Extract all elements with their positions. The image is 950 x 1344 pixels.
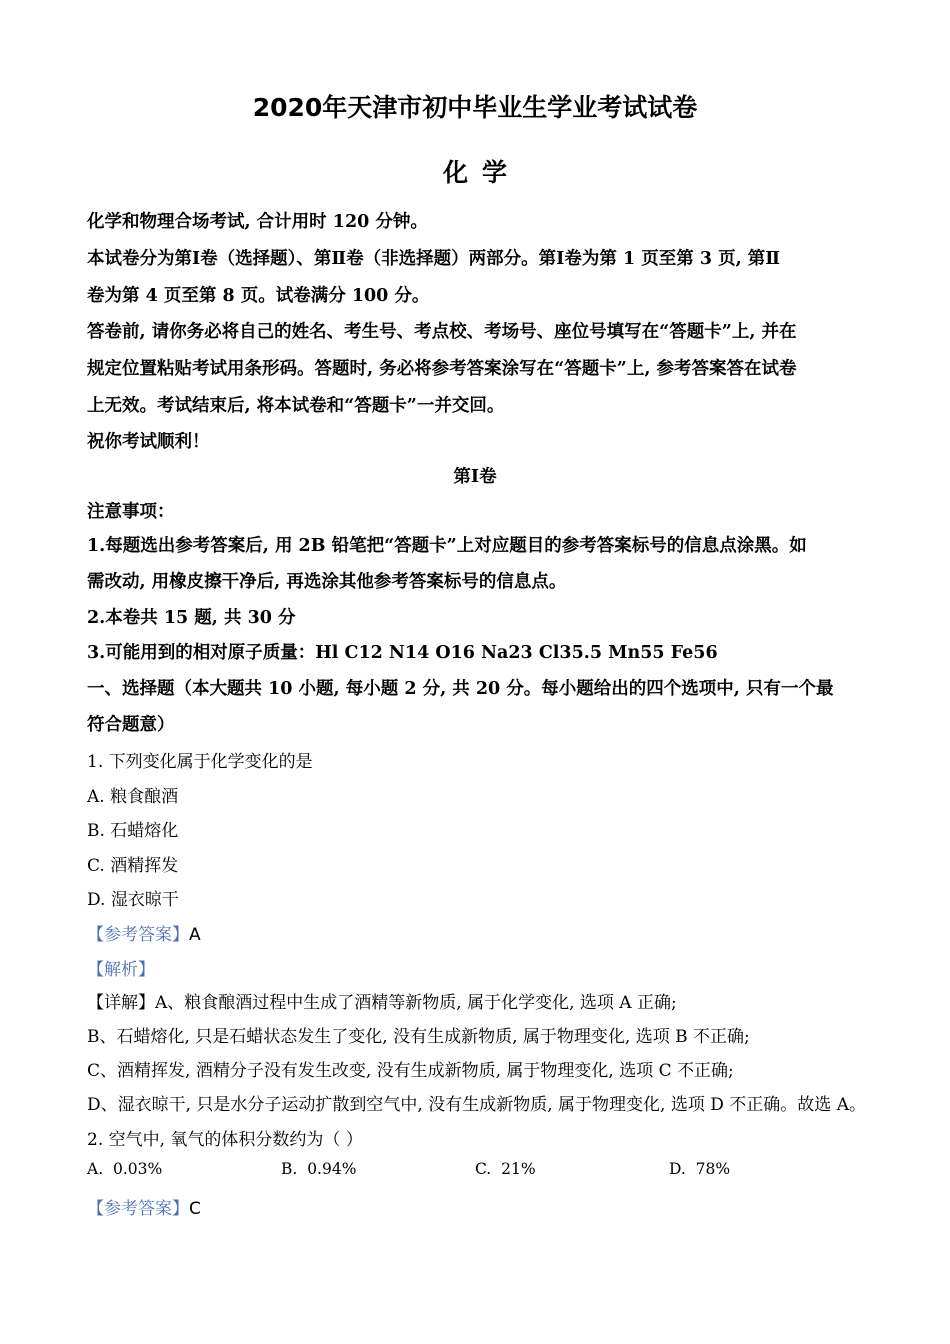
option-letter: C.	[475, 1160, 492, 1178]
q1-detail	[87, 988, 870, 1013]
answer-value: C	[189, 1199, 201, 1219]
answer-value: A	[189, 925, 201, 945]
q1-answer	[87, 920, 870, 945]
option-value: 21%	[501, 1160, 536, 1178]
q2-option-c	[475, 1160, 536, 1178]
option-value: 0.03%	[112, 1160, 163, 1178]
intro-line: 本试卷分为第Ⅰ卷（选择题）、第Ⅱ卷（非选择题）两部分。第Ⅰ卷为第 1 页至第 3 页, 第Ⅱ	[87, 249, 781, 269]
section-heading: 符合题意）	[87, 715, 175, 735]
q1-stem: 1. 下列变化属于化学变化的是	[87, 752, 313, 772]
q1-option: B. 石蜡熔化	[87, 821, 179, 841]
q1-detail: C、酒精挥发, 酒精分子没有发生改变, 没有生成新物质, 属于物理变化, 选项 C 不正确;	[87, 1061, 734, 1081]
intro-line: 祝你考试顺利！	[87, 432, 210, 452]
subject-title: 化学	[442, 158, 521, 187]
intro-line: 规定位置粘贴考试用条形码。答题时, 务必将参考答案涂写在“答题卡”上, 参考答案答在试卷	[87, 359, 797, 379]
notes-item: 2.本卷共 15 题, 共 30 分	[87, 608, 296, 628]
q1-detail: D、湿衣晾干, 只是水分子运动扩散到空气中, 没有生成新物质, 属于物理变化, 选项 D 不正确。故选 A。	[87, 1095, 866, 1115]
q2-answer	[87, 1194, 870, 1219]
notes-item: 1.每题选出参考答案后, 用 2B 铅笔把“答题卡”上对应题目的参考答案标号的信息点涂黑。如	[87, 536, 807, 556]
page-title: 2020年天津市初中毕业生学业考试试卷	[252, 93, 698, 122]
q2-option-b	[281, 1160, 356, 1178]
section-heading: 一、选择题（本大题共 10 小题, 每小题 2 分, 共 20 分。每小题给出的四个选项中, 只有一个最	[87, 679, 834, 699]
detail-text: A、粮食酿酒过程中生成了酒精等新物质, 属于化学变化, 选项 A 正确;	[155, 993, 677, 1013]
notes-heading: 注意事项：	[87, 502, 175, 522]
answer-label: 【参考答案】	[87, 925, 189, 945]
option-letter: B.	[281, 1160, 298, 1178]
analysis-label: 【解析】	[87, 960, 155, 980]
option-value: 0.94%	[307, 1160, 357, 1178]
notes-item: 3.可能用到的相对原子质量：Hl C12 N14 O16 Na23 Cl35.5 Mn55 Fe56	[87, 643, 718, 663]
q1-option: A. 粮食酿酒	[87, 787, 179, 807]
volume-title: 第Ⅰ卷	[453, 467, 497, 487]
q2-stem: 2. 空气中, 氧气的体积分数约为（ ）	[87, 1130, 363, 1150]
q1-option: D. 湿衣晾干	[87, 890, 179, 910]
q2-option-a	[87, 1160, 162, 1178]
intro-line: 上无效。考试结束后, 将本试卷和“答题卡”一并交回。	[87, 396, 505, 416]
option-value: 78%	[695, 1160, 731, 1178]
intro-line: 卷为第 4 页至第 8 页。试卷满分 100 分。	[87, 286, 430, 306]
q1-detail: B、石蜡熔化, 只是石蜡状态发生了变化, 没有生成新物质, 属于物理变化, 选项 B 不正确;	[87, 1027, 750, 1047]
detail-label: 【详解】	[87, 993, 155, 1013]
option-letter: A.	[87, 1160, 104, 1178]
intro-line: 答卷前, 请你务必将自己的姓名、考生号、考点校、考场号、座位号填写在“答题卡”上, 并在	[87, 322, 797, 342]
q1-option: C. 酒精挥发	[87, 856, 179, 876]
q2-option-d	[669, 1160, 730, 1178]
intro-line: 化学和物理合场考试, 合计用时 120 分钟。	[87, 212, 428, 232]
notes-item: 需改动, 用橡皮擦干净后, 再选涂其他参考答案标号的信息点。	[87, 572, 567, 592]
option-letter: D.	[669, 1160, 686, 1178]
answer-label: 【参考答案】	[87, 1199, 189, 1219]
